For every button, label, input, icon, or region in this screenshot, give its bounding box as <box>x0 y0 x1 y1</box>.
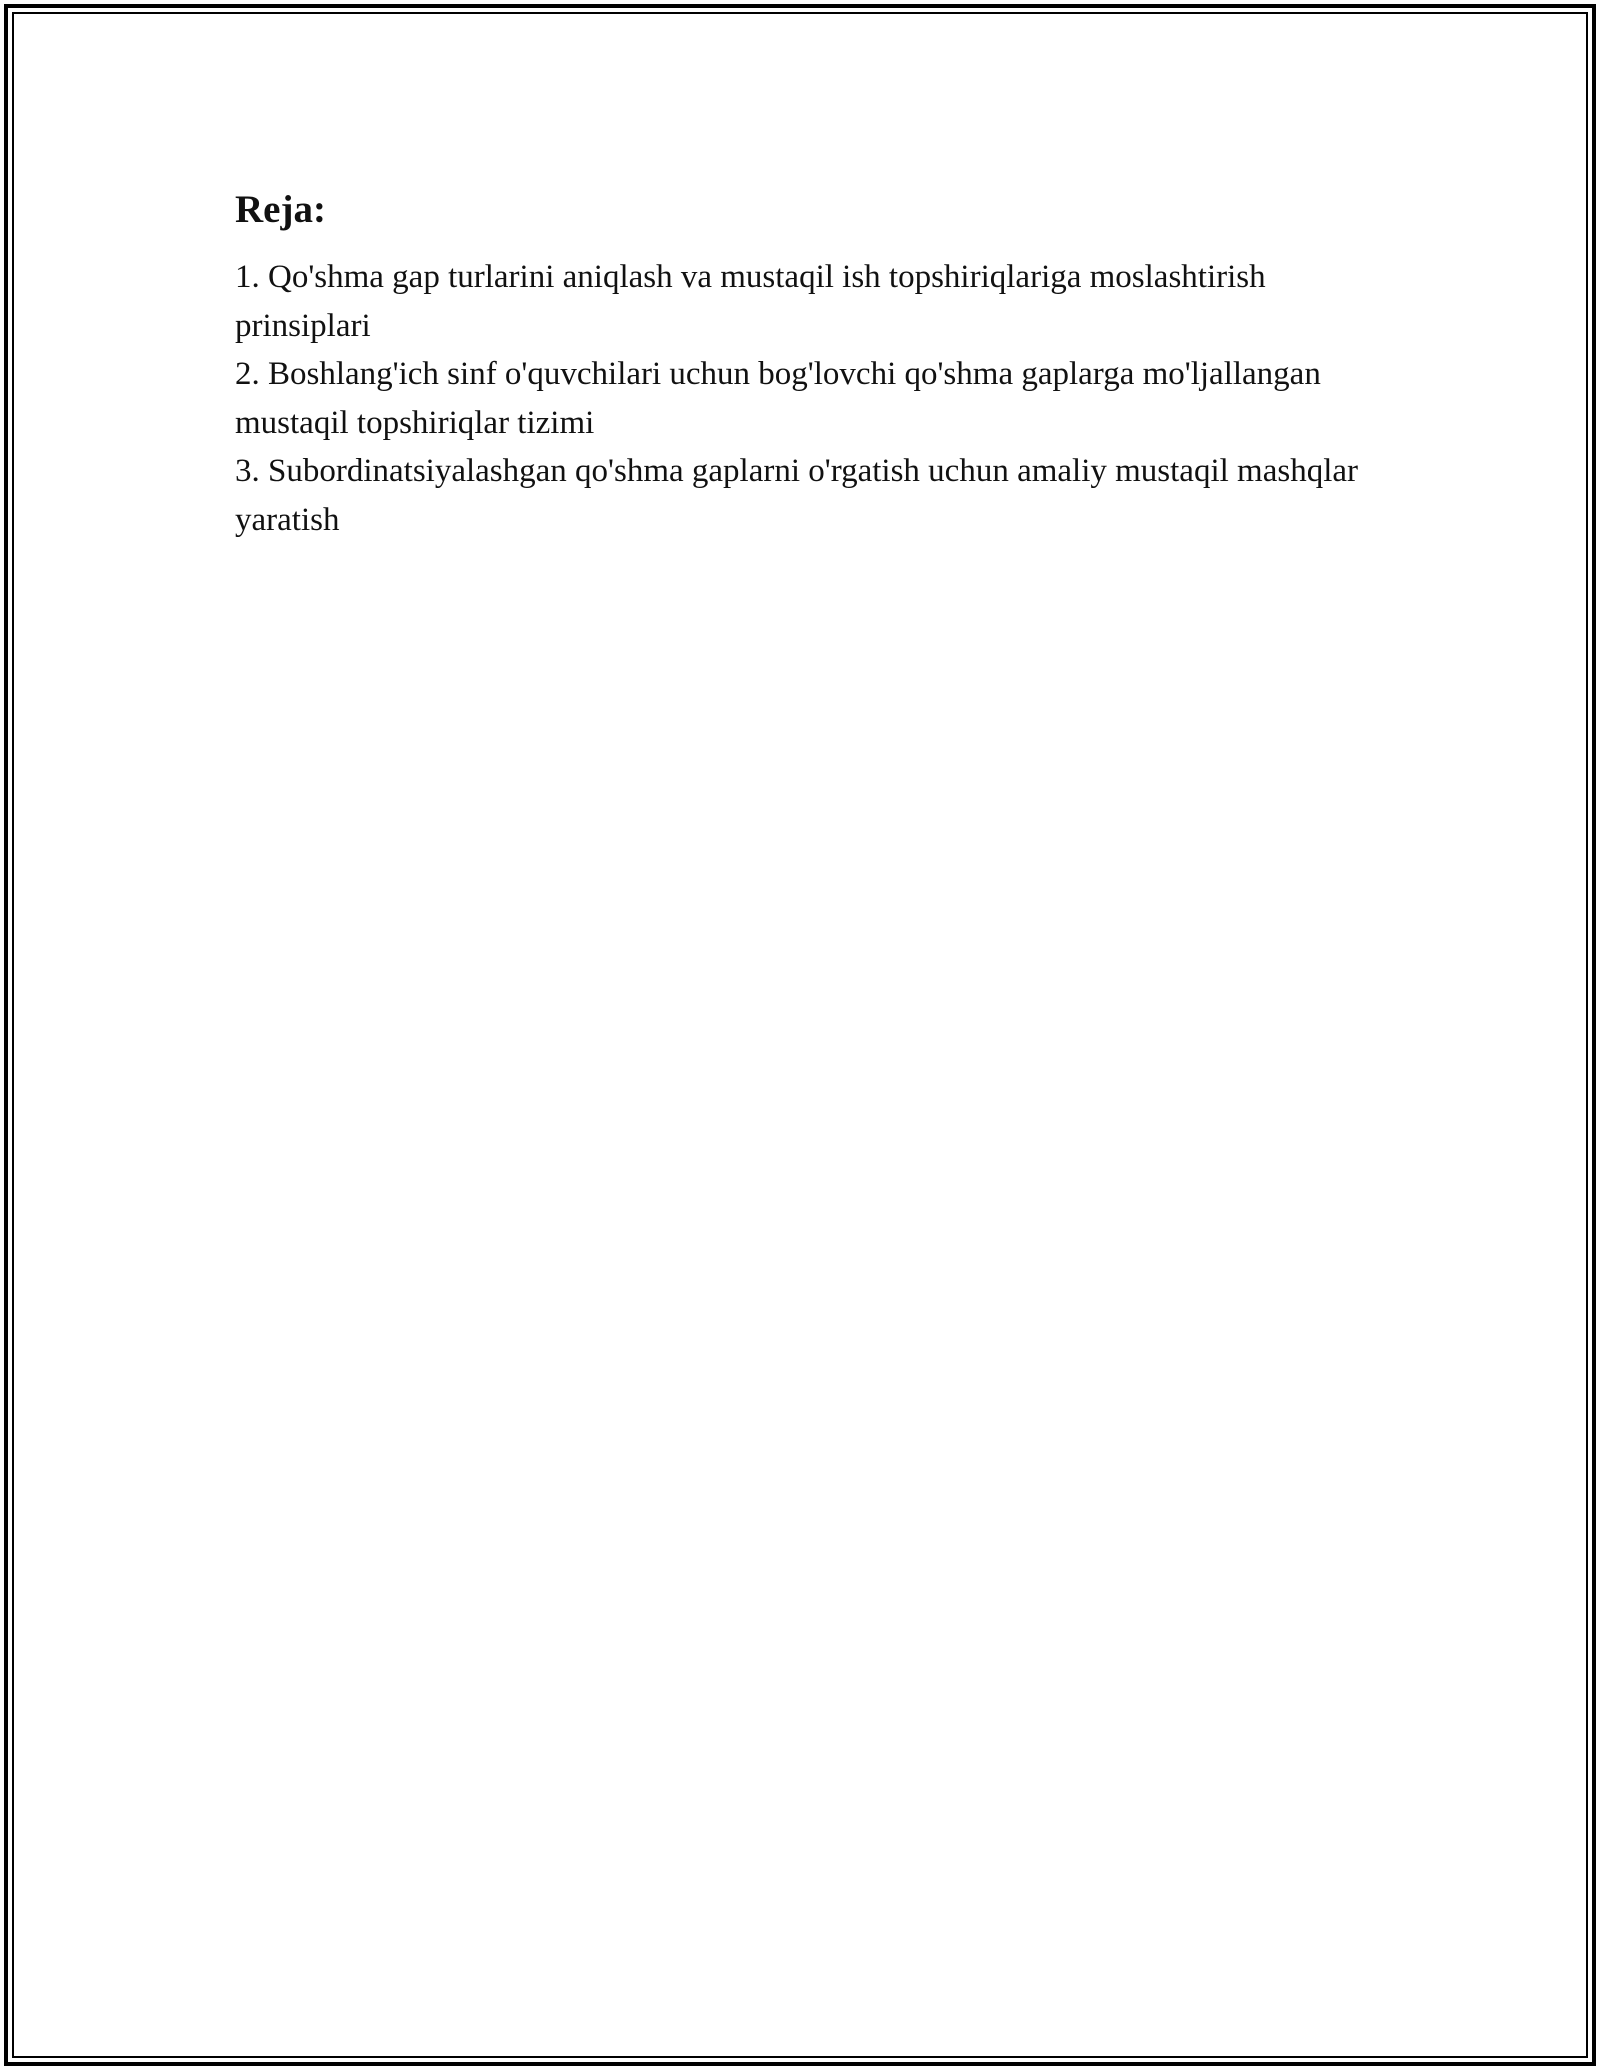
plan-item-2: 2. Boshlang'ich sinf o'quvchilari uchun bog'lovchi qo'shma gaplarga mo'ljallangan mustaqil topshiriqlar tizimi <box>235 356 1321 441</box>
page-content <box>235 185 1375 544</box>
plan-list <box>235 253 1375 544</box>
plan-item-3: 3. Subordinatsiyalashgan qo'shma gaplarni o'rgatish uchun amaliy mustaqil mashqlar yaratish <box>235 453 1358 538</box>
plan-heading: Reja: <box>235 188 326 231</box>
plan-item-1: 1. Qo'shma gap turlarini aniqlash va mustaqil ish topshiriqlariga moslashtirish prinsiplari <box>235 259 1266 344</box>
